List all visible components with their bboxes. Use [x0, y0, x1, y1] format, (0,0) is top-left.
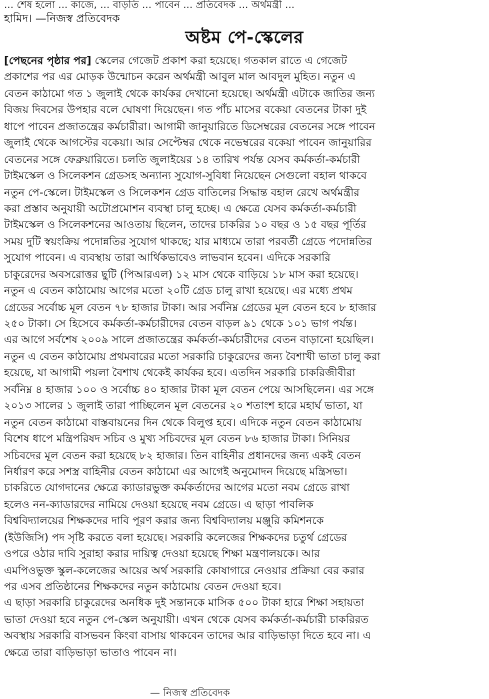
continuation-marker: [পেছনের পৃষ্ঠার পর] — [4, 55, 92, 67]
body-line: ওপরে ওঠার দাবি সুরাহা করার দায়িত্ব দেওয়া হয়েছে শিক্ষা মন্ত্রণালয়কে। আর — [4, 548, 320, 561]
body-line: করা প্রস্তাব অনুযায়ী অটোপ্রমোশন ব্যবস্থা চালু হচ্ছে। এ ক্ষেত্রে যেসব কর্মকর্তা-কর্মচারী — [4, 202, 357, 215]
body-line: এমপিওভুক্ত স্কুল-কলেজের আয়ের অর্থ সরকারি কোষাগারে নেওয়ার প্রক্রিয়া বের করার — [4, 564, 365, 577]
byline: হামিদ। —নিজস্ব প্রতিবেদক — [4, 12, 120, 25]
body-line: ধাপে পাবেন প্রজাতন্ত্রের কর্মচারীরা। আগামী জানুয়ারিতে ডিসেম্বরের বেতনের সঙ্গে পাবেন — [4, 120, 376, 133]
body-line: ক্ষেত্রে তারা বাড়িভাড়া ভাতাও পাবেন না। — [4, 646, 177, 659]
body-line: সুযোগ পাবেন। এ ব্যবস্থায় তারা আর্থিকভাবেও লাভবান হবেন। এদিকে সরকারি — [4, 252, 331, 265]
body-line: নতুন পে-স্কেলে। টাইমস্কেল ও সিলেকশন গ্রেড বাতিলের সিদ্ধান্ত বহাল রেখে অর্থমন্ত্রীর — [4, 186, 360, 199]
article-headline: অষ্টম পে-স্কেলের — [185, 28, 304, 48]
body-line: বিজয় দিবসের উপহার বলে ঘোষণা দিয়েছেন। গত পাঁচ মাসের বকেয়া বেতনের টাকা দুই — [4, 104, 367, 117]
body-line: বিশ্ববিদ্যালয়ের শিক্ষকদের দাবি পূরণ করার জন্য বিশ্ববিদ্যালয় মঞ্জুরি কমিশনকে — [4, 515, 324, 528]
body-line: সচিবদের মূল বেতন করা হয়েছে ৮২ হাজার। তিন বাহিনীর প্রধানদের জন্য একই বেতন — [4, 449, 361, 462]
body-line: টাইমস্কেল ও সিলেকশন গ্রেডসহ অন্যান্য সুযোগ-সুবিধা নিয়েছেন সেগুলো বহাল থাকবে — [4, 170, 367, 183]
body-line: বেতনের সঙ্গে ফেব্রুয়ারিতে। চলতি জুলাইয়ের ১৪ তারিখ পর্যন্ত যেসব কর্মকর্তা-কর্মচারী — [4, 153, 360, 166]
body-line: জুলাই থেকে আগস্টের বকেয়া। আর সেপ্টেম্বর থেকে নভেম্বরের বকেয়া পাবেন জানুয়ারির — [4, 137, 372, 150]
previous-article-fragment: ... শেষ হলো ... কাজে, ... বাড়তি ... পাবেন ... প্রতিবেদক ... অর্থমন্ত্রী ... — [4, 0, 295, 11]
body-line: পর এসব প্রতিষ্ঠানের শিক্ষকদের নতুন কাঠামোয় বেতন দেওয়া হবে। — [4, 581, 282, 593]
body-line-text: স্কেলের গেজেট প্রকাশ করা হয়েছে। গতকাল রাতে এ গেজেট — [91, 55, 348, 67]
body-line: চাকুরেদের অবসরোত্তর ছুটি (পিআরএল) ১২ মাস থেকে বাড়িয়ে ১৮ মাস করা হয়েছে। — [4, 268, 359, 281]
body-line: ২৫০ টাকা। সে হিসেবে কর্মকর্তা-কর্মচারীদের বেতন বাড়ল ৯১ থেকে ১০১ ভাগ পর্যন্ত। — [4, 318, 357, 330]
body-line: প্রকাশের পর এর মোড়ক উন্মোচন করেন অর্থমন্ত্রী আবুল মাল আবদুল মুহিত। নতুন এ — [4, 71, 356, 84]
body-line: টাইমস্কেল ও সিলেকশনের আওতায় ছিলেন, তাদের চাকরির ১০ বছর ও ১৫ বছর পূর্তির — [4, 219, 367, 232]
body-line: এ ছাড়া সরকারি চাকুরেদের অনধিক দুই সন্তানকে মাসিক ৫০০ টাকা হারে শিক্ষা সহায়তা — [4, 597, 364, 610]
body-line: ২০১৩ সালের ১ জুলাই তারা পাচ্ছিলেন মূল বেতনের ২০ শতাংশ হারে মহার্ঘ ভাতা, যা — [4, 400, 363, 413]
body-line: চাকরিতে যোগদানের ক্ষেত্রে ক্যাডারভুক্ত কর্মকর্তাদের আগের মতো নবম গ্রেডে রাখা — [4, 482, 350, 495]
article-body — [4, 53, 482, 695]
body-line: অবস্থায় সরকারি বাসভবন কিংবা বাসায় থাকবেন তাদের আর বাড়িভাড়া দিতে হবে না। এ — [4, 630, 371, 643]
body-line: বেতন কাঠামো গত ১ জুলাই থেকে কার্যকর দেখানো হয়েছে। অর্থমন্ত্রী এটাকে জাতির জন্য — [4, 87, 375, 100]
body-line: সময় দুটি স্বয়ংক্রিয় পদোন্নতির সুযোগ থাকছে; যার মাধ্যমে তারা পরবর্তী গ্রেডে পদোন্নতির — [4, 235, 372, 248]
body-line: এর আগে সর্বশেষ ২০০৯ সালে প্রজাতন্ত্রের কর্মকর্তা-কর্মচারীদের বেতন বাড়ানো হয়েছিল। — [4, 334, 374, 347]
body-line: হয়েছে, যা আগামী পয়লা বৈশাখ থেকেই কার্যকর হবে। এতদিন সরকারি চাকরিজীবীরা — [4, 367, 356, 380]
body-line: সর্বনিম্ন ৪ হাজার ১০০ ও সর্বোচ্চ ৪০ হাজার টাকা মূল বেতন পেয়ে আসছিলেন। এর সঙ্গে — [4, 383, 374, 396]
body-line: গ্রেডের সর্বোচ্চ মূল বেতন ৭৮ হাজার টাকা। আর সর্বনিম্ন গ্রেডের মূল বেতন হবে ৮ হাজার — [4, 301, 377, 314]
body-line: নতুন বেতন কাঠামো বাস্তবায়নের দিন থেকে বিলুপ্ত হবে। এদিকে নতুন বেতন কাঠামোয় — [4, 416, 362, 429]
body-line: ভাতা দেওয়া হবে নতুন পে-স্কেল অনুযায়ী। এখন থেকে যেসব কর্মকর্তা-কর্মচারী চাকরিরত — [4, 613, 369, 626]
body-line: নির্ধারণ করে সশস্ত্র বাহিনীর বেতন কাঠামো এর আগেই অনুমোদন দিয়েছে মন্ত্রিসভা। — [4, 465, 348, 478]
next-article-fragment: — নিজস্ব প্রতিবেদক — [150, 688, 230, 699]
body-line — [4, 53, 482, 69]
body-line: বিশেষ ধাপে মন্ত্রিপরিষদ সচিব ও মুখ্য সচিবদের মূল বেতন ৮৬ হাজার টাকা। সিনিয়র — [4, 433, 351, 446]
body-line: নতুন এ বেতন কাঠামোয় প্রথমবারের মতো সরকারি চাকুরেদের জন্য বৈশাখী ভাতা চালু করা — [4, 350, 381, 363]
body-line: হলেও নন-ক্যাডারদের নামিয়ে দেওয়া হয়েছে নবম গ্রেডে। এ ছাড়া পাবলিক — [4, 498, 314, 511]
body-line: (ইউজিসি) পদ সৃষ্টি করতে বলা হয়েছে। সরকারি কলেজের শিক্ষকদের চতুর্থ গ্রেডের — [4, 531, 348, 544]
body-line: নতুন এ বেতন কাঠামোয় আগের মতো ২০টি গ্রেড চালু রাখা হয়েছে। এর মধ্যে প্রথম — [4, 285, 353, 298]
